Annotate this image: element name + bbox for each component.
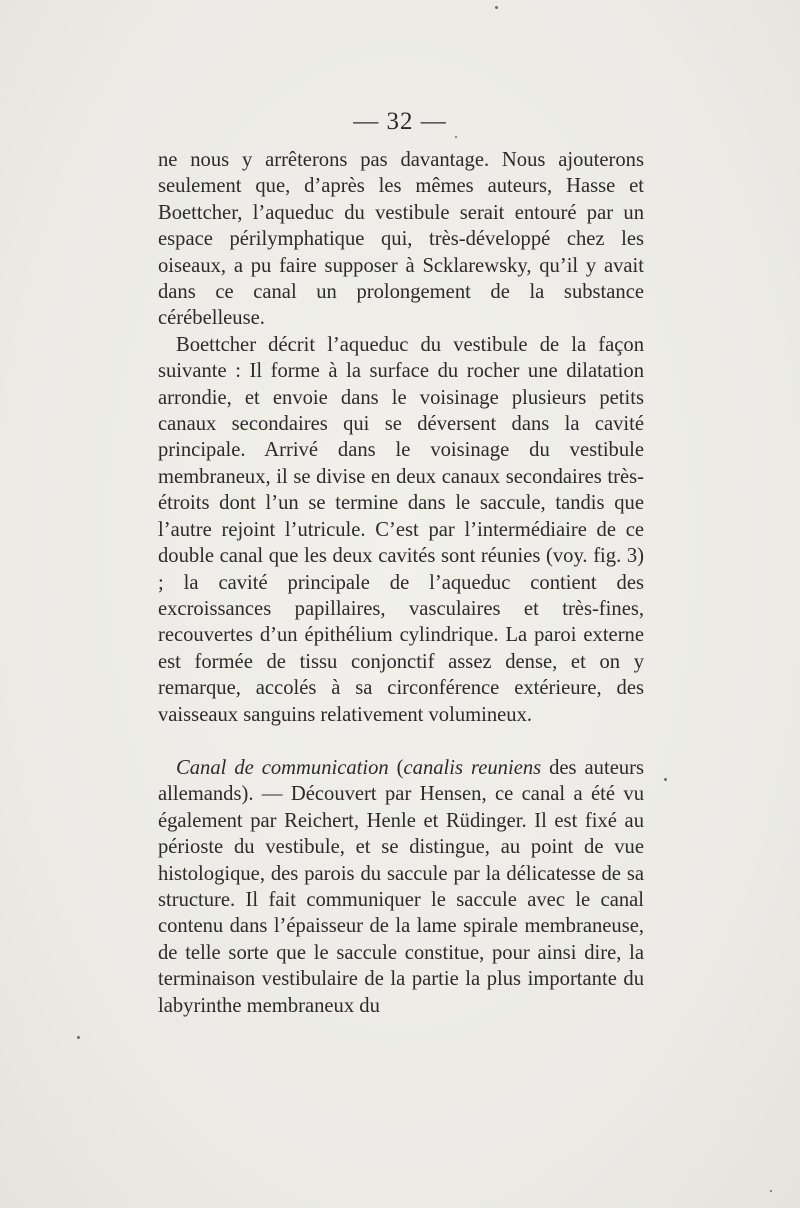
paragraph-boettcher: Boettcher décrit l’aqueduc du vestibule de la façon suivante : Il forme à la surface du rocher une dilatation arrondie, et envoie dans le voisinage plusieurs petits canaux secondaires qui se déversent dans la cavité principale. Arrivé dans le voisinage du vestibule membraneux, il se divise en deux canaux secondaires très-étroits dont l’un se termine dans le saccule, tandis que l’autre rejoint l’utricule. C’est par l’intermédiaire de ce double canal que les deux cavités sont réunies (voy. fig. 3) ; la cavité principale de l’aqueduc contient des excroissances papillaires, vasculaires et très-fines, recouvertes d’un épithélium cylindrique. La paroi externe est formée de tissu conjonctif assez dense, et on y remarque, accolés à sa circonférence extérieure, des vaisseaux sanguins relativement volumineux. [158,333,644,726]
paper-speck [495,6,498,9]
paragraph-fragment: ( [388,756,404,779]
paper-speck [664,778,667,781]
paragraph-fragment: des auteurs allemands). — Découvert par Hensen, ce canal a été vu également par Reichert, Henle et Rüdinger. Il est fixé au périoste du vestibule, et se distingue, au point de vue histologique, des parois du saccule par la délicatesse de sa structure. Il fait communiquer le saccule avec le canal contenu dans l’épaisseur de la lame spirale membraneuse, de telle sorte que le saccule constitue, pour ainsi dire, la terminaison vestibulaire de la partie la plus importante du labyrinthe membraneux du [158,756,645,1017]
latin-term-italic: canalis reuniens [403,756,542,779]
paper-speck [770,1190,772,1192]
page-number: — 32 — [353,108,447,135]
paper-speck [77,1036,80,1039]
paragraph-continued: ne nous y arrêterons pas davantage. Nous ajouterons seulement que, d’après les mêmes auteurs, Hasse et Boettcher, l’aqueduc du vestibule serait entouré par un espace périlymphatique qui, très-développé chez les oiseaux, a pu faire supposer à Scklarewsky, qu’il y avait dans ce canal un prolongement de la substance cérébelleuse. [158,149,644,330]
body-text [158,147,644,1019]
section-heading-italic: Canal de communication [176,756,389,779]
paragraph-canal-de-communication [158,755,644,1019]
paper-speck [455,136,457,138]
